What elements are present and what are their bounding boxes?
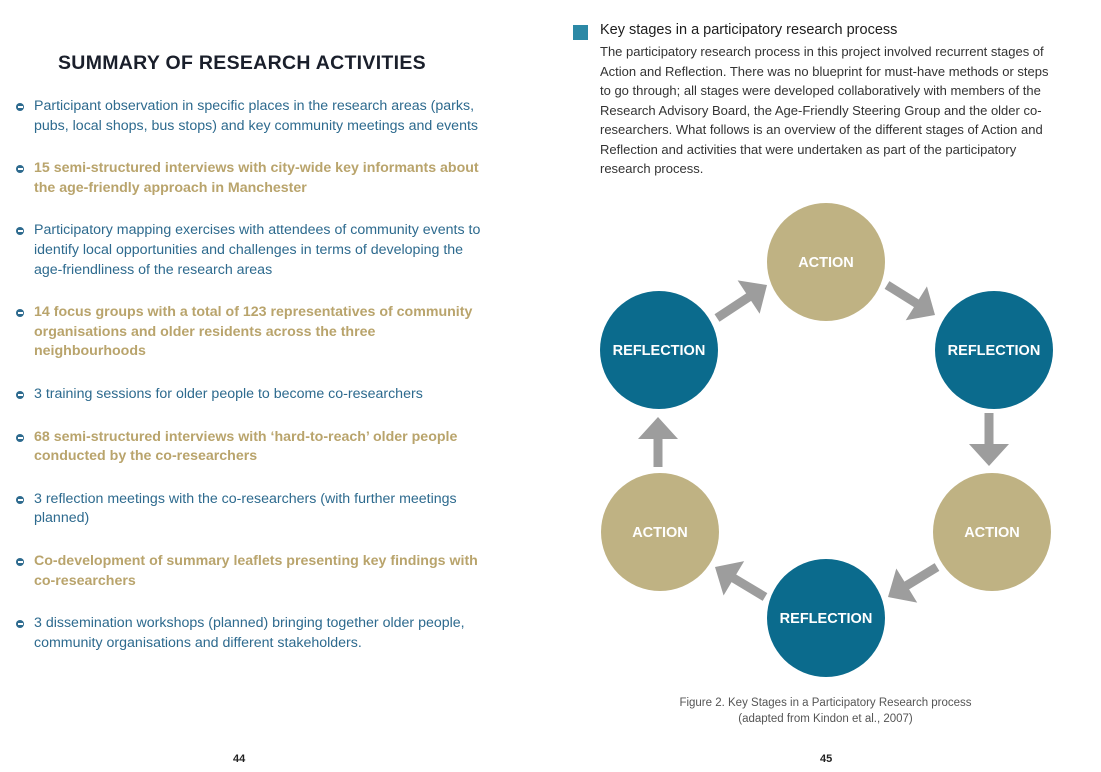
list-item-text: 14 focus groups with a total of 123 representatives of community organisations and older residents across the three neighbourhoods xyxy=(34,304,473,360)
figure-caption xyxy=(550,695,1101,727)
arrow-icon xyxy=(715,561,767,601)
list-item xyxy=(16,614,486,653)
list-item xyxy=(16,385,486,405)
circle-arrow-right-icon xyxy=(16,227,24,235)
arrow-icon xyxy=(715,280,767,321)
node-label: REFLECTION xyxy=(612,343,706,359)
cycle-node-action xyxy=(933,473,1051,591)
page-title: SUMMARY OF RESEARCH ACTIVITIES xyxy=(58,52,426,74)
list-item xyxy=(16,428,486,467)
list-item-text: 68 semi-structured interviews with ‘hard-to-reach’ older people conducted by the co-researchers xyxy=(34,428,458,465)
list-item-text: Participant observation in specific places in the research areas (parks, pubs, local shops, bus stops) and key community meetings and events xyxy=(34,98,478,134)
section-body: The participatory research process in this project involved recurrent stages of Action and Reflection. There was no blueprint for must-have methods or steps to go through; all stages were developed collaboratively with members of the Research Advisory Board, the Age-Friendly Steering Group and the older co-researchers. What follows is an overview of the different stages of Action and Reflection and activities that were undertaken as part of the participatory research process. xyxy=(600,44,1049,176)
list-item xyxy=(16,490,486,529)
circle-arrow-right-icon xyxy=(16,309,24,317)
list-item-text: Co-development of summary leaflets presenting key findings with co-researchers xyxy=(34,552,478,589)
circle-arrow-right-icon xyxy=(16,496,24,504)
list-item-text: 3 dissemination workshops (planned) bringing together older people, community organisations and different stakeholders. xyxy=(34,615,465,651)
arrow-icon xyxy=(969,413,1009,466)
cycle-diagram xyxy=(550,195,1101,695)
list-item-text: Participatory mapping exercises with attendees of community events to identify local opportunities and challenges in terms of developing the age-friendliness of the research areas xyxy=(34,222,481,278)
left-page xyxy=(0,0,550,772)
cycle-node-reflection xyxy=(600,291,718,409)
list-item-text: 15 semi-structured interviews with city-wide key informants about the age-friendly approach in Manchester xyxy=(34,160,479,196)
arrow-icon xyxy=(885,281,935,320)
arrow-icon xyxy=(888,563,939,602)
caption-line-1: Figure 2. Key Stages in a Participatory Research process xyxy=(679,697,972,709)
list-item-text: 3 reflection meetings with the co-researchers (with further meetings planned) xyxy=(34,490,457,527)
page-number: 45 xyxy=(820,753,833,765)
page-number: 44 xyxy=(233,753,246,765)
cycle-node-action xyxy=(601,473,719,591)
circle-arrow-right-icon xyxy=(16,558,24,566)
list-item xyxy=(16,97,486,136)
list-item xyxy=(16,159,486,198)
list-item xyxy=(16,221,486,280)
research-activities-list xyxy=(16,97,486,653)
cycle-node-reflection xyxy=(935,291,1053,409)
node-label: ACTION xyxy=(798,255,854,271)
circle-arrow-right-icon xyxy=(16,391,24,399)
list-item xyxy=(16,303,486,362)
right-page xyxy=(550,0,1101,772)
arrow-icon xyxy=(638,417,678,467)
caption-line-2: (adapted from Kindon et al., 2007) xyxy=(738,713,913,725)
node-label: ACTION xyxy=(964,525,1020,541)
cycle-node-reflection xyxy=(767,559,885,677)
node-label: REFLECTION xyxy=(947,343,1041,359)
node-label: ACTION xyxy=(632,525,688,541)
circle-arrow-right-icon xyxy=(16,103,24,111)
node-label: REFLECTION xyxy=(779,611,873,627)
list-item xyxy=(16,552,486,591)
cycle-node-action xyxy=(767,203,885,321)
circle-arrow-right-icon xyxy=(16,434,24,442)
circle-arrow-right-icon xyxy=(16,620,24,628)
section-title: Key stages in a participatory research process xyxy=(600,22,898,38)
accent-square-icon xyxy=(573,25,588,40)
circle-arrow-right-icon xyxy=(16,165,24,173)
list-item-text: 3 training sessions for older people to become co-researchers xyxy=(34,385,423,402)
